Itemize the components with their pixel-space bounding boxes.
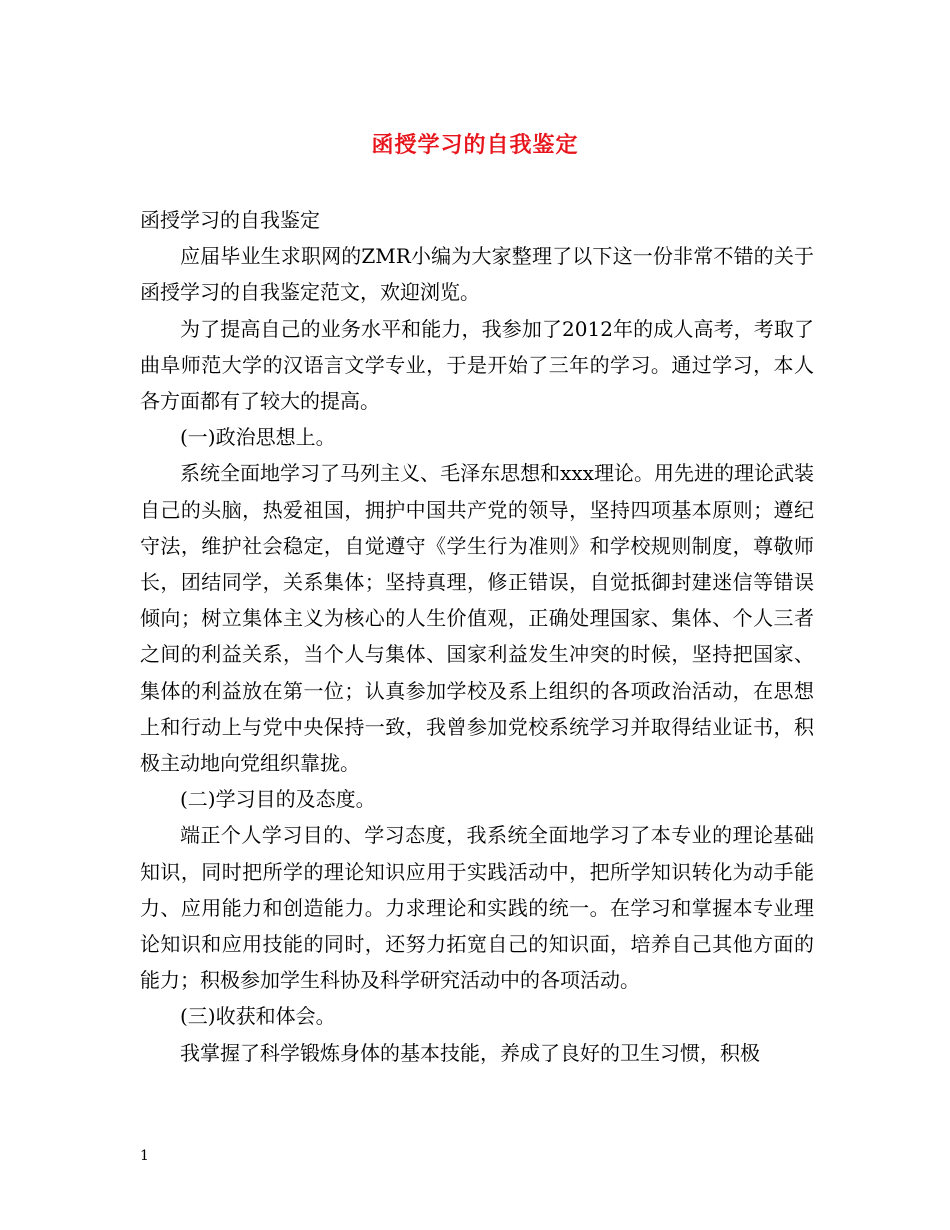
section-heading-political: (一)政治思想上。 [180, 425, 336, 450]
section-heading-gains: (三)收获和体会。 [180, 1004, 336, 1029]
paragraph-study: 端正个人学习目的、学习态度，我系统全面地学习了本专业的理论基础知识，同时把所学的理论知识应用于实践活动中，把所学知识转化为动手能力、应用能力和创造能力。力求理论和实践的统一。在学习和掌握本专业理论知识和应用技能的同时，还努力拓宽自己的知识面，培养自己其他方面的能力；积极参加学生科协及科学研究活动中的各项活动。 [140, 823, 814, 993]
document-body [140, 202, 814, 1071]
paragraph-background: 为了提高自己的业务水平和能力，我参加了2012年的成人高考，考取了曲阜师范大学的汉语言文学专业，于是开始了三年的学习。通过学习，本人各方面都有了较大的提高。 [140, 316, 814, 414]
page-title: 函授学习的自我鉴定 [371, 132, 579, 158]
paragraph-political: 系统全面地学习了马列主义、毛泽东思想和xxx理论。用先进的理论武装自己的头脑，热爱祖国，拥护中国共产党的领导，坚持四项基本原则；遵纪守法，维护社会稳定，自觉遵守《学生行为准则》和学校规则制度，尊敬师长，团结同学，关系集体；坚持真理，修正错误，自觉抵御封建迷信等错误倾向；树立集体主义为核心的人生价值观，正确处理国家、集体、个人三者之间的利益关系，当个人与集体、国家利益发生冲突的时候，坚持把国家、集体的利益放在第一位；认真参加学校及系上组织的各项政治活动，在思想上和行动上与党中央保持一致，我曾参加党校系统学习并取得结业证书，积极主动地向党组织靠拢。 [140, 461, 814, 776]
section-heading-study: (二)学习目的及态度。 [180, 787, 376, 812]
document-subtitle: 函授学习的自我鉴定 [140, 208, 320, 232]
paragraph-gains: 我掌握了科学锻炼身体的基本技能，养成了良好的卫生习惯，积极 [180, 1040, 760, 1065]
page-number: 1 [140, 1148, 149, 1164]
paragraph-intro: 应届毕业生求职网的ZMR小编为大家整理了以下这一份非常不错的关于函授学习的自我鉴定范文，欢迎浏览。 [140, 244, 814, 305]
